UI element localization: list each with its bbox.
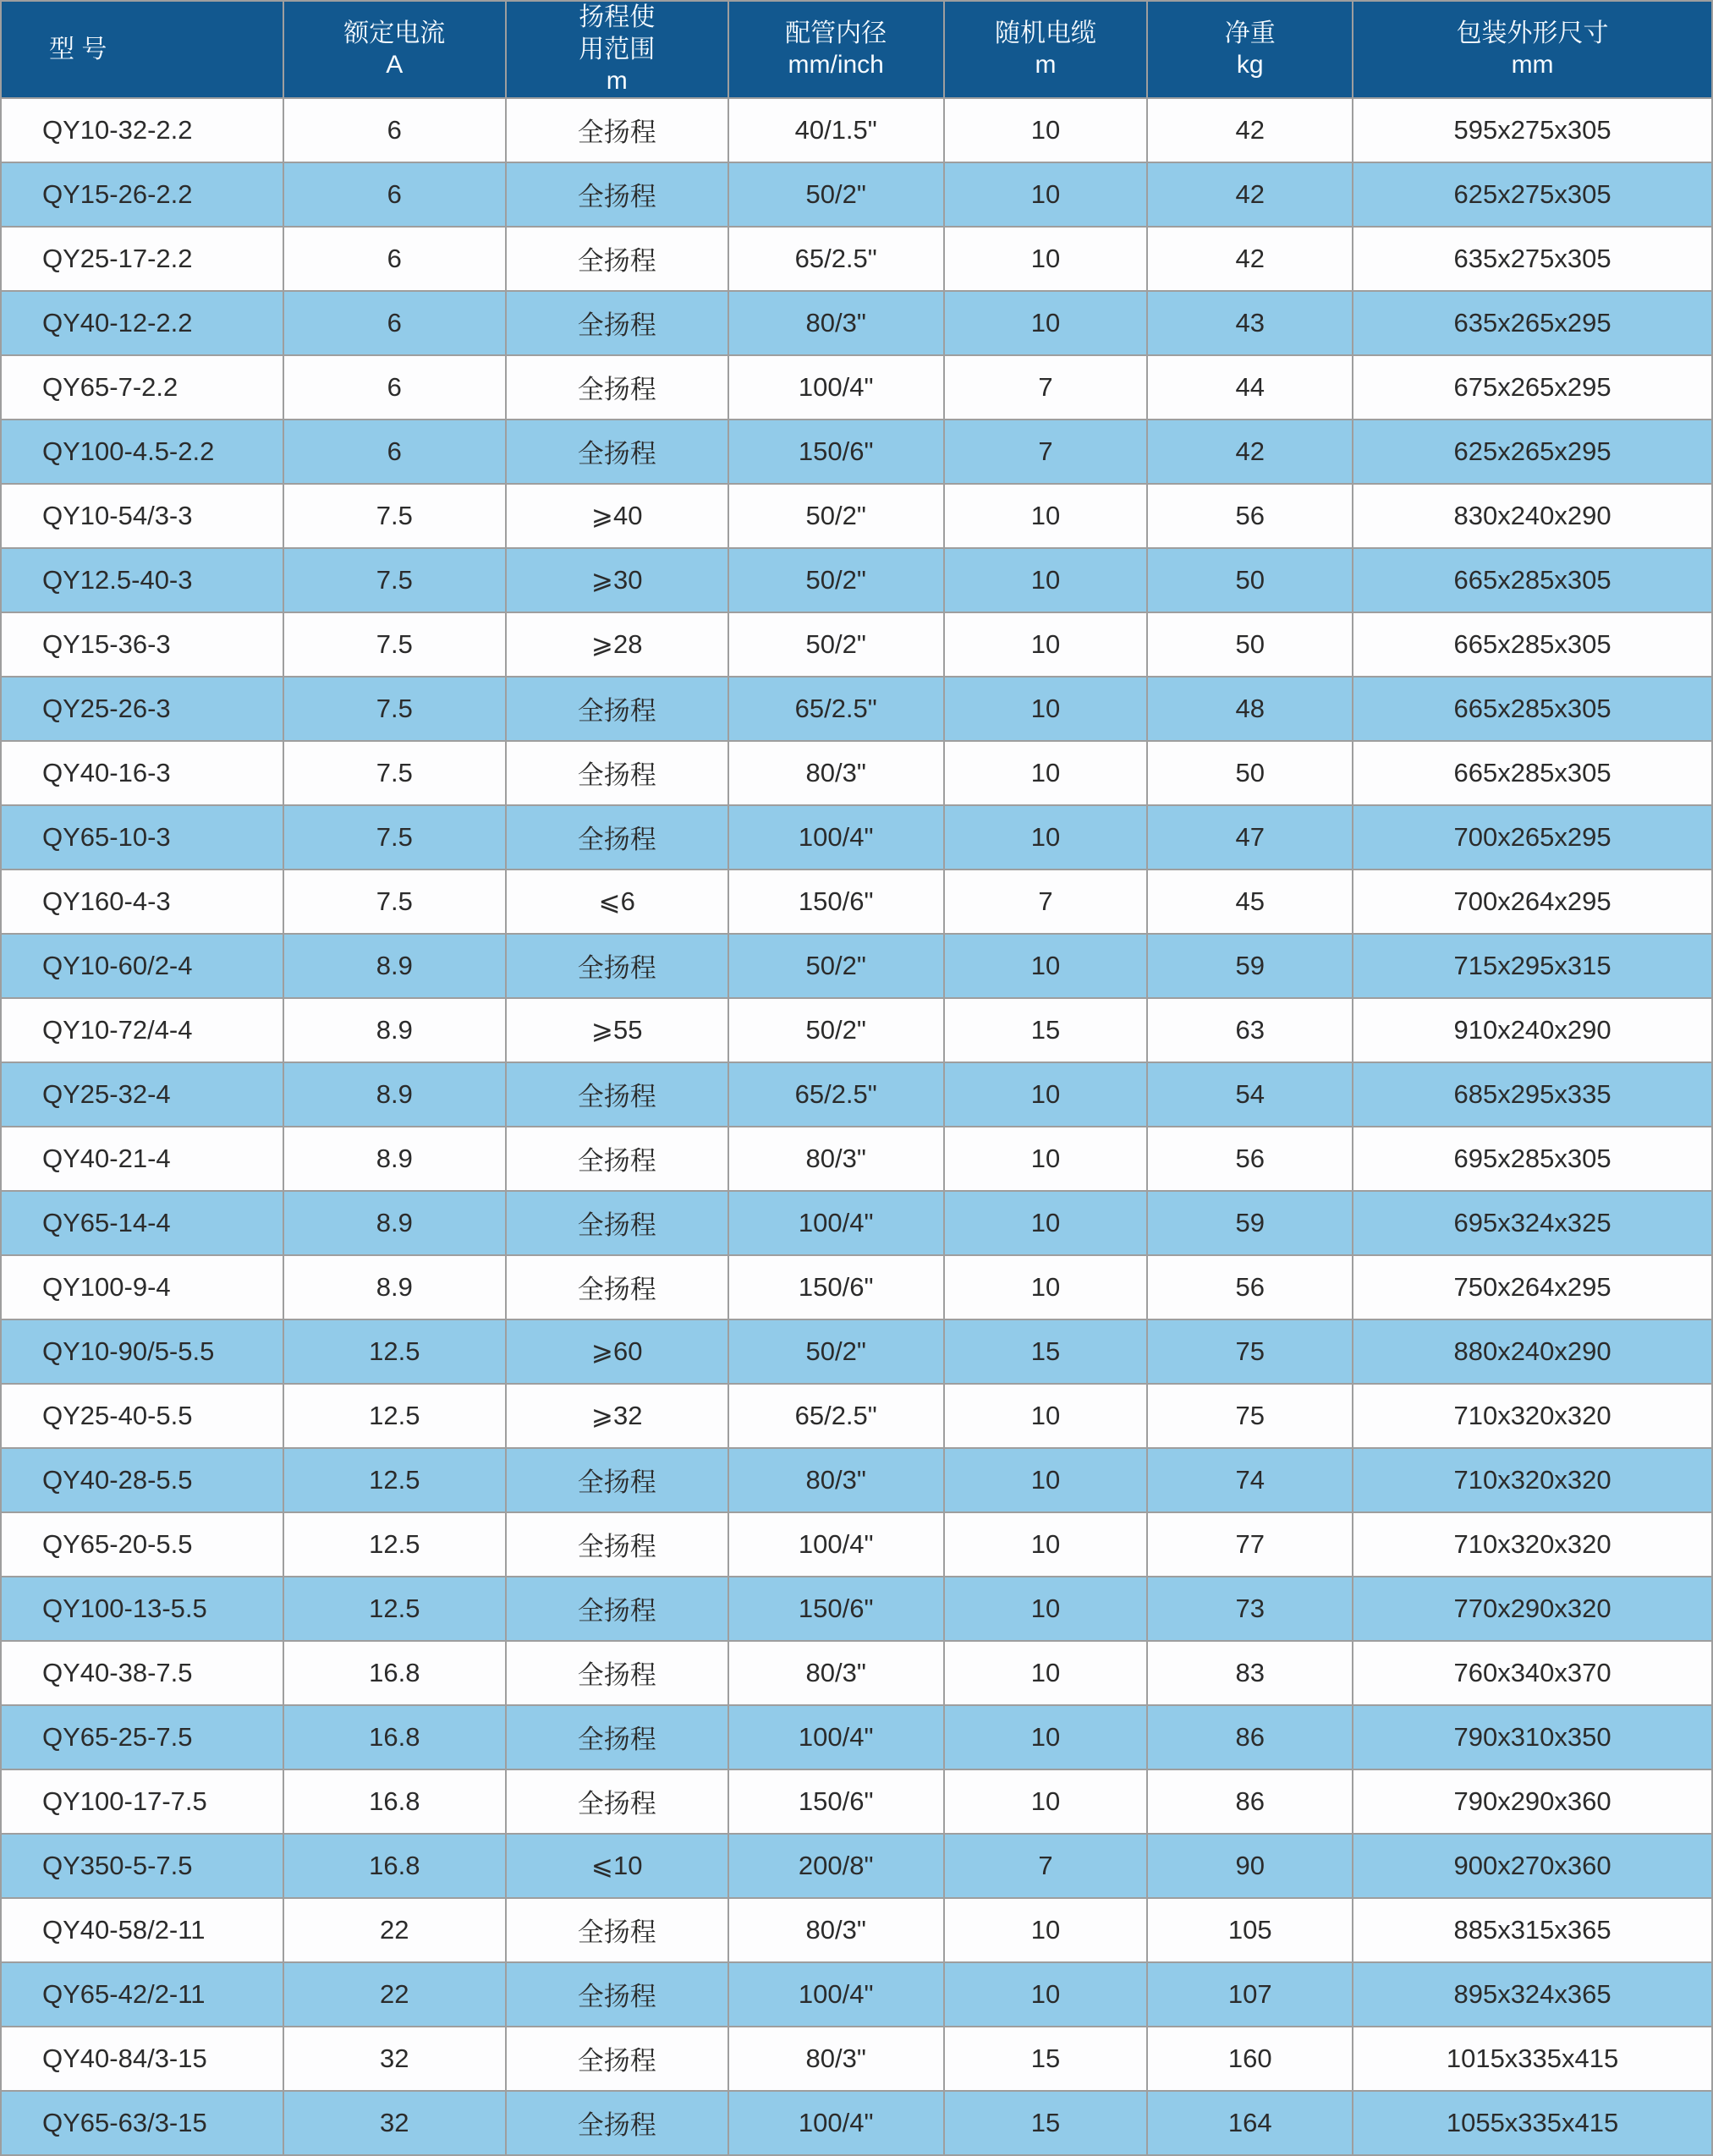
cell-pipe_diameter: 50/2" <box>728 548 944 612</box>
cell-package_size: 625x275x305 <box>1353 162 1712 227</box>
cell-cable_length: 7 <box>944 420 1148 484</box>
cell-head_range: 全扬程 <box>506 1062 728 1127</box>
cell-package_size: 760x340x370 <box>1353 1641 1712 1705</box>
cell-head_range: ⩽10 <box>506 1834 728 1898</box>
cell-package_size: 900x270x360 <box>1353 1834 1712 1898</box>
cell-package_size: 1015x335x415 <box>1353 2027 1712 2091</box>
table-row <box>1 548 1712 612</box>
cell-pipe_diameter: 50/2" <box>728 1319 944 1384</box>
cell-model: QY40-16-3 <box>1 741 283 805</box>
cell-package_size: 665x285x305 <box>1353 677 1712 741</box>
table-row <box>1 1062 1712 1127</box>
cell-rated_current: 8.9 <box>283 1127 506 1191</box>
cell-package_size: 595x275x305 <box>1353 98 1712 162</box>
cell-model: QY12.5-40-3 <box>1 548 283 612</box>
table-body <box>1 98 1712 2155</box>
cell-head_range: ⩾55 <box>506 998 728 1062</box>
cell-head_range: 全扬程 <box>506 291 728 355</box>
table-row <box>1 1834 1712 1898</box>
cell-head_range: 全扬程 <box>506 934 728 998</box>
cell-head_range: 全扬程 <box>506 1127 728 1191</box>
cell-cable_length: 10 <box>944 1705 1148 1769</box>
cell-model: QY15-36-3 <box>1 612 283 677</box>
cell-head_range: ⩽6 <box>506 870 728 934</box>
cell-cable_length: 10 <box>944 98 1148 162</box>
cell-net_weight: 54 <box>1147 1062 1353 1127</box>
cell-head_range: ⩾40 <box>506 484 728 548</box>
table-row <box>1 2027 1712 2091</box>
cell-pipe_diameter: 65/2.5" <box>728 1062 944 1127</box>
cell-rated_current: 7.5 <box>283 805 506 870</box>
cell-rated_current: 16.8 <box>283 1834 506 1898</box>
cell-package_size: 700x264x295 <box>1353 870 1712 934</box>
cell-package_size: 665x285x305 <box>1353 741 1712 805</box>
cell-pipe_diameter: 150/6" <box>728 1255 944 1319</box>
table-row <box>1 1255 1712 1319</box>
table-row <box>1 1898 1712 1962</box>
cell-cable_length: 10 <box>944 227 1148 291</box>
cell-head_range: 全扬程 <box>506 1577 728 1641</box>
cell-package_size: 665x285x305 <box>1353 612 1712 677</box>
cell-rated_current: 22 <box>283 1898 506 1962</box>
cell-cable_length: 10 <box>944 1577 1148 1641</box>
cell-head_range: 全扬程 <box>506 1641 728 1705</box>
table-row <box>1 934 1712 998</box>
cell-package_size: 895x324x365 <box>1353 1962 1712 2027</box>
cell-head_range: ⩾28 <box>506 612 728 677</box>
cell-head_range: ⩾60 <box>506 1319 728 1384</box>
cell-pipe_diameter: 80/3" <box>728 1641 944 1705</box>
cell-cable_length: 7 <box>944 355 1148 420</box>
cell-package_size: 885x315x365 <box>1353 1898 1712 1962</box>
cell-net_weight: 75 <box>1147 1384 1353 1448</box>
cell-package_size: 710x320x320 <box>1353 1448 1712 1512</box>
cell-net_weight: 86 <box>1147 1769 1353 1834</box>
cell-pipe_diameter: 80/3" <box>728 291 944 355</box>
cell-pipe_diameter: 100/4" <box>728 1962 944 2027</box>
cell-pipe_diameter: 50/2" <box>728 484 944 548</box>
cell-net_weight: 45 <box>1147 870 1353 934</box>
table-row <box>1 1769 1712 1834</box>
cell-rated_current: 8.9 <box>283 1255 506 1319</box>
cell-model: QY65-14-4 <box>1 1191 283 1255</box>
cell-pipe_diameter: 80/3" <box>728 2027 944 2091</box>
cell-model: QY65-7-2.2 <box>1 355 283 420</box>
cell-net_weight: 56 <box>1147 1255 1353 1319</box>
column-header-pipe_diameter: 配管内径 mm/inch <box>728 1 944 98</box>
cell-net_weight: 77 <box>1147 1512 1353 1577</box>
cell-pipe_diameter: 80/3" <box>728 1898 944 1962</box>
cell-rated_current: 7.5 <box>283 870 506 934</box>
table-row <box>1 227 1712 291</box>
cell-net_weight: 43 <box>1147 291 1353 355</box>
cell-model: QY160-4-3 <box>1 870 283 934</box>
cell-package_size: 710x320x320 <box>1353 1384 1712 1448</box>
cell-net_weight: 42 <box>1147 227 1353 291</box>
cell-cable_length: 15 <box>944 2091 1148 2155</box>
cell-net_weight: 47 <box>1147 805 1353 870</box>
cell-pipe_diameter: 100/4" <box>728 355 944 420</box>
cell-model: QY40-28-5.5 <box>1 1448 283 1512</box>
table-row <box>1 741 1712 805</box>
cell-net_weight: 59 <box>1147 1191 1353 1255</box>
cell-net_weight: 86 <box>1147 1705 1353 1769</box>
cell-cable_length: 10 <box>944 612 1148 677</box>
cell-pipe_diameter: 50/2" <box>728 612 944 677</box>
cell-model: QY40-21-4 <box>1 1127 283 1191</box>
cell-package_size: 830x240x290 <box>1353 484 1712 548</box>
cell-head_range: 全扬程 <box>506 805 728 870</box>
cell-net_weight: 83 <box>1147 1641 1353 1705</box>
cell-head_range: 全扬程 <box>506 1448 728 1512</box>
cell-pipe_diameter: 100/4" <box>728 2091 944 2155</box>
cell-cable_length: 10 <box>944 1448 1148 1512</box>
cell-rated_current: 32 <box>283 2027 506 2091</box>
cell-package_size: 715x295x315 <box>1353 934 1712 998</box>
cell-cable_length: 15 <box>944 998 1148 1062</box>
table-row <box>1 998 1712 1062</box>
cell-pipe_diameter: 50/2" <box>728 162 944 227</box>
table-row <box>1 1448 1712 1512</box>
column-header-cable_length: 随机电缆 m <box>944 1 1148 98</box>
cell-net_weight: 90 <box>1147 1834 1353 1898</box>
cell-net_weight: 105 <box>1147 1898 1353 1962</box>
cell-package_size: 635x275x305 <box>1353 227 1712 291</box>
cell-head_range: 全扬程 <box>506 741 728 805</box>
cell-package_size: 635x265x295 <box>1353 291 1712 355</box>
cell-model: QY40-12-2.2 <box>1 291 283 355</box>
cell-rated_current: 8.9 <box>283 998 506 1062</box>
table-row <box>1 291 1712 355</box>
cell-model: QY65-63/3-15 <box>1 2091 283 2155</box>
cell-cable_length: 10 <box>944 548 1148 612</box>
cell-rated_current: 8.9 <box>283 1191 506 1255</box>
cell-pipe_diameter: 100/4" <box>728 1512 944 1577</box>
cell-cable_length: 10 <box>944 805 1148 870</box>
cell-model: QY10-90/5-5.5 <box>1 1319 283 1384</box>
cell-cable_length: 10 <box>944 1127 1148 1191</box>
column-header-head_range: 扬程使 用范围 m <box>506 1 728 98</box>
cell-cable_length: 7 <box>944 870 1148 934</box>
cell-pipe_diameter: 100/4" <box>728 1191 944 1255</box>
table-row <box>1 1191 1712 1255</box>
cell-net_weight: 63 <box>1147 998 1353 1062</box>
table-row <box>1 420 1712 484</box>
cell-rated_current: 7.5 <box>283 612 506 677</box>
table-header <box>1 1 1712 98</box>
cell-rated_current: 6 <box>283 355 506 420</box>
cell-model: QY65-10-3 <box>1 805 283 870</box>
cell-package_size: 675x265x295 <box>1353 355 1712 420</box>
cell-rated_current: 8.9 <box>283 934 506 998</box>
cell-rated_current: 16.8 <box>283 1641 506 1705</box>
cell-rated_current: 16.8 <box>283 1769 506 1834</box>
table-row <box>1 1127 1712 1191</box>
cell-cable_length: 10 <box>944 1962 1148 2027</box>
cell-model: QY10-60/2-4 <box>1 934 283 998</box>
cell-head_range: 全扬程 <box>506 420 728 484</box>
cell-model: QY40-58/2-11 <box>1 1898 283 1962</box>
cell-cable_length: 10 <box>944 1641 1148 1705</box>
cell-cable_length: 10 <box>944 1769 1148 1834</box>
cell-pipe_diameter: 100/4" <box>728 805 944 870</box>
cell-cable_length: 10 <box>944 1898 1148 1962</box>
cell-head_range: 全扬程 <box>506 1898 728 1962</box>
cell-model: QY10-54/3-3 <box>1 484 283 548</box>
cell-rated_current: 8.9 <box>283 1062 506 1127</box>
cell-rated_current: 12.5 <box>283 1448 506 1512</box>
cell-model: QY100-9-4 <box>1 1255 283 1319</box>
column-header-net_weight: 净重 kg <box>1147 1 1353 98</box>
cell-cable_length: 15 <box>944 1319 1148 1384</box>
cell-head_range: 全扬程 <box>506 1705 728 1769</box>
cell-model: QY100-13-5.5 <box>1 1577 283 1641</box>
cell-rated_current: 6 <box>283 420 506 484</box>
cell-pipe_diameter: 150/6" <box>728 1769 944 1834</box>
cell-model: QY350-5-7.5 <box>1 1834 283 1898</box>
cell-net_weight: 56 <box>1147 484 1353 548</box>
cell-package_size: 695x285x305 <box>1353 1127 1712 1191</box>
cell-net_weight: 42 <box>1147 98 1353 162</box>
cell-cable_length: 10 <box>944 1062 1148 1127</box>
cell-head_range: 全扬程 <box>506 355 728 420</box>
table-row <box>1 1319 1712 1384</box>
table-row <box>1 1705 1712 1769</box>
cell-package_size: 910x240x290 <box>1353 998 1712 1062</box>
column-header-package_size: 包装外形尺寸 mm <box>1353 1 1712 98</box>
cell-rated_current: 32 <box>283 2091 506 2155</box>
cell-model: QY100-17-7.5 <box>1 1769 283 1834</box>
cell-pipe_diameter: 65/2.5" <box>728 677 944 741</box>
cell-pipe_diameter: 150/6" <box>728 1577 944 1641</box>
cell-cable_length: 7 <box>944 1834 1148 1898</box>
cell-head_range: 全扬程 <box>506 227 728 291</box>
cell-cable_length: 10 <box>944 1191 1148 1255</box>
cell-rated_current: 6 <box>283 162 506 227</box>
cell-net_weight: 75 <box>1147 1319 1353 1384</box>
cell-rated_current: 6 <box>283 227 506 291</box>
cell-package_size: 770x290x320 <box>1353 1577 1712 1641</box>
cell-package_size: 790x290x360 <box>1353 1769 1712 1834</box>
cell-rated_current: 22 <box>283 1962 506 2027</box>
cell-rated_current: 6 <box>283 291 506 355</box>
cell-pipe_diameter: 40/1.5" <box>728 98 944 162</box>
cell-package_size: 880x240x290 <box>1353 1319 1712 1384</box>
cell-rated_current: 7.5 <box>283 741 506 805</box>
table-row <box>1 870 1712 934</box>
cell-package_size: 790x310x350 <box>1353 1705 1712 1769</box>
cell-net_weight: 44 <box>1147 355 1353 420</box>
table-row <box>1 612 1712 677</box>
cell-net_weight: 59 <box>1147 934 1353 998</box>
cell-pipe_diameter: 80/3" <box>728 1127 944 1191</box>
cell-pipe_diameter: 80/3" <box>728 741 944 805</box>
cell-cable_length: 15 <box>944 2027 1148 2091</box>
cell-head_range: 全扬程 <box>506 1769 728 1834</box>
cell-model: QY40-84/3-15 <box>1 2027 283 2091</box>
table-row <box>1 1512 1712 1577</box>
cell-model: QY65-42/2-11 <box>1 1962 283 2027</box>
cell-net_weight: 42 <box>1147 420 1353 484</box>
cell-cable_length: 10 <box>944 1255 1148 1319</box>
cell-pipe_diameter: 65/2.5" <box>728 1384 944 1448</box>
cell-model: QY25-40-5.5 <box>1 1384 283 1448</box>
cell-head_range: ⩾32 <box>506 1384 728 1448</box>
cell-cable_length: 10 <box>944 1512 1148 1577</box>
cell-package_size: 750x264x295 <box>1353 1255 1712 1319</box>
cell-rated_current: 12.5 <box>283 1512 506 1577</box>
cell-net_weight: 50 <box>1147 548 1353 612</box>
table-row <box>1 162 1712 227</box>
cell-model: QY25-17-2.2 <box>1 227 283 291</box>
table-row <box>1 484 1712 548</box>
cell-pipe_diameter: 65/2.5" <box>728 227 944 291</box>
cell-model: QY100-4.5-2.2 <box>1 420 283 484</box>
cell-pipe_diameter: 50/2" <box>728 998 944 1062</box>
cell-rated_current: 12.5 <box>283 1319 506 1384</box>
cell-package_size: 710x320x320 <box>1353 1512 1712 1577</box>
cell-net_weight: 164 <box>1147 2091 1353 2155</box>
cell-package_size: 1055x335x415 <box>1353 2091 1712 2155</box>
cell-rated_current: 12.5 <box>283 1384 506 1448</box>
cell-net_weight: 160 <box>1147 2027 1353 2091</box>
cell-package_size: 700x265x295 <box>1353 805 1712 870</box>
cell-head_range: 全扬程 <box>506 1512 728 1577</box>
cell-rated_current: 6 <box>283 98 506 162</box>
cell-package_size: 625x265x295 <box>1353 420 1712 484</box>
cell-rated_current: 12.5 <box>283 1577 506 1641</box>
cell-head_range: 全扬程 <box>506 2091 728 2155</box>
cell-cable_length: 10 <box>944 291 1148 355</box>
table-row <box>1 2091 1712 2155</box>
cell-cable_length: 10 <box>944 162 1148 227</box>
table-row <box>1 1577 1712 1641</box>
cell-head_range: 全扬程 <box>506 1191 728 1255</box>
cell-pipe_diameter: 100/4" <box>728 1705 944 1769</box>
cell-net_weight: 42 <box>1147 162 1353 227</box>
cell-pipe_diameter: 150/6" <box>728 420 944 484</box>
cell-head_range: 全扬程 <box>506 677 728 741</box>
cell-cable_length: 10 <box>944 934 1148 998</box>
cell-rated_current: 7.5 <box>283 677 506 741</box>
column-header-model: 型 号 <box>1 1 283 98</box>
cell-pipe_diameter: 50/2" <box>728 934 944 998</box>
cell-model: QY65-25-7.5 <box>1 1705 283 1769</box>
cell-net_weight: 50 <box>1147 741 1353 805</box>
cell-pipe_diameter: 200/8" <box>728 1834 944 1898</box>
cell-net_weight: 48 <box>1147 677 1353 741</box>
cell-pipe_diameter: 80/3" <box>728 1448 944 1512</box>
table-row <box>1 1384 1712 1448</box>
table-row <box>1 98 1712 162</box>
cell-cable_length: 10 <box>944 741 1148 805</box>
cell-model: QY15-26-2.2 <box>1 162 283 227</box>
cell-model: QY25-26-3 <box>1 677 283 741</box>
cell-model: QY10-32-2.2 <box>1 98 283 162</box>
cell-head_range: 全扬程 <box>506 2027 728 2091</box>
cell-net_weight: 56 <box>1147 1127 1353 1191</box>
cell-package_size: 695x324x325 <box>1353 1191 1712 1255</box>
table-row <box>1 677 1712 741</box>
cell-net_weight: 50 <box>1147 612 1353 677</box>
cell-cable_length: 10 <box>944 484 1148 548</box>
header-row <box>1 1 1712 98</box>
cell-package_size: 665x285x305 <box>1353 548 1712 612</box>
cell-rated_current: 16.8 <box>283 1705 506 1769</box>
cell-model: QY65-20-5.5 <box>1 1512 283 1577</box>
cell-head_range: ⩾30 <box>506 548 728 612</box>
table-row <box>1 1962 1712 2027</box>
cell-model: QY25-32-4 <box>1 1062 283 1127</box>
table-row <box>1 1641 1712 1705</box>
cell-pipe_diameter: 150/6" <box>728 870 944 934</box>
cell-net_weight: 73 <box>1147 1577 1353 1641</box>
cell-net_weight: 74 <box>1147 1448 1353 1512</box>
cell-head_range: 全扬程 <box>506 98 728 162</box>
table-row <box>1 805 1712 870</box>
table-row <box>1 355 1712 420</box>
cell-rated_current: 7.5 <box>283 484 506 548</box>
cell-model: QY40-38-7.5 <box>1 1641 283 1705</box>
cell-head_range: 全扬程 <box>506 162 728 227</box>
cell-rated_current: 7.5 <box>283 548 506 612</box>
cell-head_range: 全扬程 <box>506 1962 728 2027</box>
cell-head_range: 全扬程 <box>506 1255 728 1319</box>
cell-package_size: 685x295x335 <box>1353 1062 1712 1127</box>
cell-model: QY10-72/4-4 <box>1 998 283 1062</box>
cell-cable_length: 10 <box>944 677 1148 741</box>
column-header-rated_current: 额定电流 A <box>283 1 506 98</box>
cell-cable_length: 10 <box>944 1384 1148 1448</box>
cell-net_weight: 107 <box>1147 1962 1353 2027</box>
